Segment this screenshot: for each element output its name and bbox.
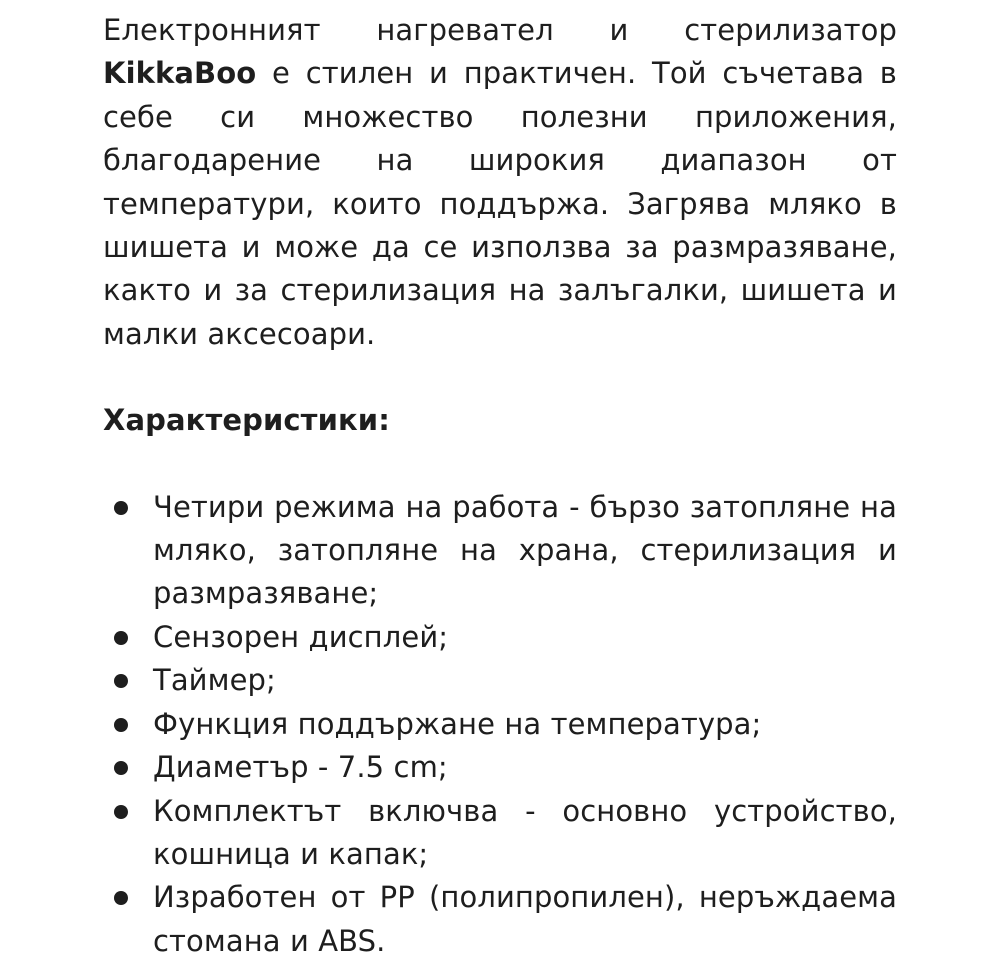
product-description — [103, 9, 897, 963]
list-item — [103, 876, 897, 963]
features-list — [103, 486, 897, 963]
bullet-icon — [114, 718, 128, 732]
features-heading: Характеристики: — [103, 403, 390, 438]
list-item-text: Функция поддържане на температура; — [153, 706, 762, 741]
intro-paragraph — [103, 9, 897, 356]
bullet-icon — [114, 761, 128, 775]
bullet-icon — [114, 631, 128, 645]
list-item — [103, 790, 897, 877]
list-item-text: Диаметър - 7.5 cm; — [153, 750, 448, 785]
list-item — [103, 616, 897, 659]
list-item — [103, 746, 897, 789]
list-item-text: Изработен от PP (полипропилен), неръждаема стомана и ABS. — [153, 880, 897, 958]
brand-name: KikkaBoo — [103, 56, 257, 91]
bullet-icon — [114, 891, 128, 905]
intro-lead: Електронният нагревател и стерилизатор — [103, 13, 897, 47]
bullet-icon — [114, 674, 128, 688]
list-item — [103, 486, 897, 616]
intro-rest: е стилен и практичен. Той съчетава в себе си множество полезни приложения, благодарение на широкия диапазон от температури, които поддържа. Загрява мляко в шишета и може да се използва за размразяване, както и за стерилизация на залъгалки, шишета и малки аксесоари. — [103, 56, 897, 351]
bullet-icon — [114, 501, 128, 515]
list-item-text: Таймер; — [153, 663, 276, 698]
list-item-text: Комплектът включва - основно устройство, кошница и капак; — [153, 793, 897, 871]
list-item — [103, 703, 897, 746]
list-item-text: Сензорен дисплей; — [153, 619, 449, 654]
list-item — [103, 659, 897, 702]
bullet-icon — [114, 805, 128, 819]
list-item-text: Четири режима на работа - бързо затопляне на мляко, затопляне на храна, стерилизация и размразяване; — [153, 489, 897, 611]
